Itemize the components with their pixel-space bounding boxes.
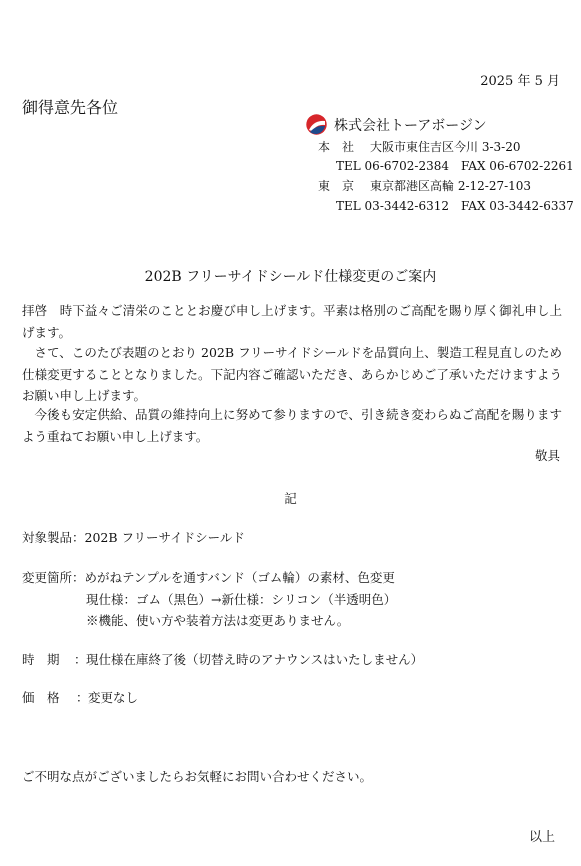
- document-date: 2025 年 5 月: [480, 74, 560, 89]
- product-value: 202B フリーサイドシールド: [84, 530, 245, 545]
- body-paragraph-3: 今後も安定供給、品質の維持向上に努めて参りますので、引き続き変わらぬご高配を賜りますよう重ねてお願い申し上げます。: [22, 407, 562, 444]
- timing-value: 現仕様在庫終了後（切替え時のアナウンスはいたしません）: [86, 652, 424, 667]
- timing-row: [22, 650, 562, 668]
- body-paragraph-2: さて、このたび表題のとおり 202B フリーサイドシールドを品質向上、製造工程見直しのため仕様変更することとなりました。下記内容ご確認いただき、あらかじめご了承いただけますようお願い申し上げます。: [22, 345, 562, 403]
- price-value: 変更なし: [88, 690, 139, 705]
- head-office-address-text: 大阪市東住吉区今川 3-3-20: [370, 140, 521, 154]
- product-row: [22, 528, 245, 546]
- change-row: [22, 568, 395, 586]
- head-office-phone: TEL 06-6702-2384 FAX 06-6702-2261: [336, 159, 574, 173]
- tokyo-office-address: [318, 177, 568, 193]
- company-name: 株式会社トーアボージン: [334, 118, 487, 134]
- company-logo-icon: [306, 114, 327, 135]
- ki-heading: 記: [284, 491, 297, 506]
- head-office-label: 本 社: [318, 140, 355, 154]
- tokyo-office-address-text: 東京都港区高輪 2-12-27-103: [370, 179, 532, 193]
- product-label: 対象製品：: [22, 530, 85, 545]
- end-ijo: 以上: [528, 830, 555, 845]
- change-value: めがねテンプルを通すバンド（ゴム輪）の素材、色変更: [84, 570, 395, 585]
- body-paragraph-1: 拝啓 時下益々ご清栄のこととお慶び申し上げます。平素は格別のご高配を賜り厚く御礼申し上げます。: [22, 303, 562, 340]
- change-label: 変更箇所：: [22, 570, 85, 585]
- tokyo-office-label: 東 京: [318, 179, 355, 193]
- tokyo-office-phone: TEL 03-3442-6312 FAX 03-3442-6337: [336, 199, 574, 213]
- price-label: 価 格: [22, 690, 60, 705]
- timing-colon: ：: [74, 652, 87, 667]
- head-office-address: [318, 138, 568, 154]
- closing-keigu: 敬具: [534, 448, 560, 463]
- price-row: [22, 688, 562, 706]
- change-note-line: ※機能、使い方や装着方法は変更ありません。: [86, 613, 350, 628]
- contact-note: ご不明な点がございましたらお気軽にお問い合わせください。: [22, 769, 373, 784]
- change-spec-line: 現仕様：ゴム（黒色）→新仕様：シリコン（半透明色）: [86, 592, 397, 607]
- price-colon: ：: [76, 690, 89, 705]
- document-title: 202B フリーサイドシールド仕様変更のご案内: [144, 269, 437, 285]
- timing-label: 時 期: [22, 652, 60, 667]
- recipient: 御得意先各位: [22, 98, 119, 117]
